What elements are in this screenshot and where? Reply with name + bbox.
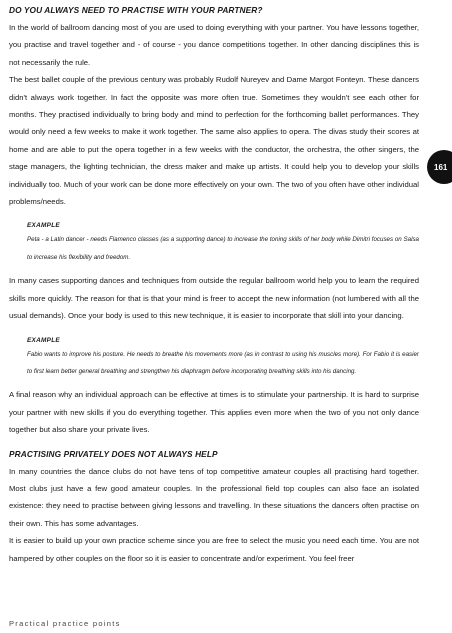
example-label: EXAMPLE [27,336,60,344]
section-private-practice [9,449,419,567]
example-text: Peta - a Latin dancer - needs Flamenco classes (as a supporting dance) to increase the toning skills of her body while Dimitri focuses on Salsa to increase his flexibility and freedom. [27,236,419,261]
body-paragraph: A final reason why an individual approach can be effective at times is to stimulate your partnership. It is hard to surprise your partner with new skills if you do everything together. This applies even more when the two of you not only dance together but also share your private lives. [9,390,419,435]
page-number-badge [427,150,452,184]
page-content [9,0,419,567]
section-heading-partner: DO YOU ALWAYS NEED TO PRACTISE WITH YOUR PARTNER? [9,5,263,15]
section-heading-private: PRACTISING PRIVATELY DOES NOT ALWAYS HELP [9,448,218,459]
page-number: 161 [434,162,448,172]
body-paragraph: In many cases supporting dances and techniques from outside the regular ballroom world help you to learn the required skills more quickly. The reason for that is that your mind is freer to accept the new information (not lumbered with all the usual demands). Once your body is used to this new technique, it is easier to incorporate that skill into your dancing. [9,276,419,321]
body-paragraph: In the world of ballroom dancing most of you are used to doing everything with your partner. You have lessons together, you practise and travel together and - of course - you dance competitions together. In other dancing disciplines this is not necessarily the rule. [9,23,419,67]
body-paragraph: It is easier to build up your own practice scheme since you are free to select the music you need each time. You are not hampered by other couples on the floor so it is easier to concentrate and/or experiment. You feel freer [9,536,419,563]
example-label: EXAMPLE [27,222,60,230]
example-text: Fabio wants to improve his posture. He needs to breathe his movements more (as in contrast to using his muscles more). For Fabio it is easier to first learn better general breathing and strengthen his diaphragm before incorporating breathing skills into his dancing. [27,350,419,375]
body-paragraph: The best ballet couple of the previous century was probably Rudolf Nureyev and Dame Margot Fonteyn. These dancers didn't always work together. In fact the opposite was more often true. Sometimes they wouldn't see each other for months. They practised individually to bring body and mind to perfection for the forthcoming ballet performances. They would only need a few weeks to make it work together. The same also applies to opera. The divas study their scores at home and are able to put the opera together in a few weeks with the conductor, the orchestra, the other singers, the stage managers, the lighting technician, the dress maker and make up artists. It could help you to develop your skills individually too. Much of your work can be done more effectively on your own. The two of you often have other individual problems/needs. [9,75,419,207]
body-paragraph: In many countries the dance clubs do not have tens of top competitive amateur couples all practising hard together. Most clubs just have a few good amateur couples. In the professional field top couples can also face an isolated existence: they need to practise between giving lessons and travelling. In these situations the dancers often practise on their own. This has some advantages. [9,466,419,528]
running-footer: Practical practice points [9,619,121,628]
